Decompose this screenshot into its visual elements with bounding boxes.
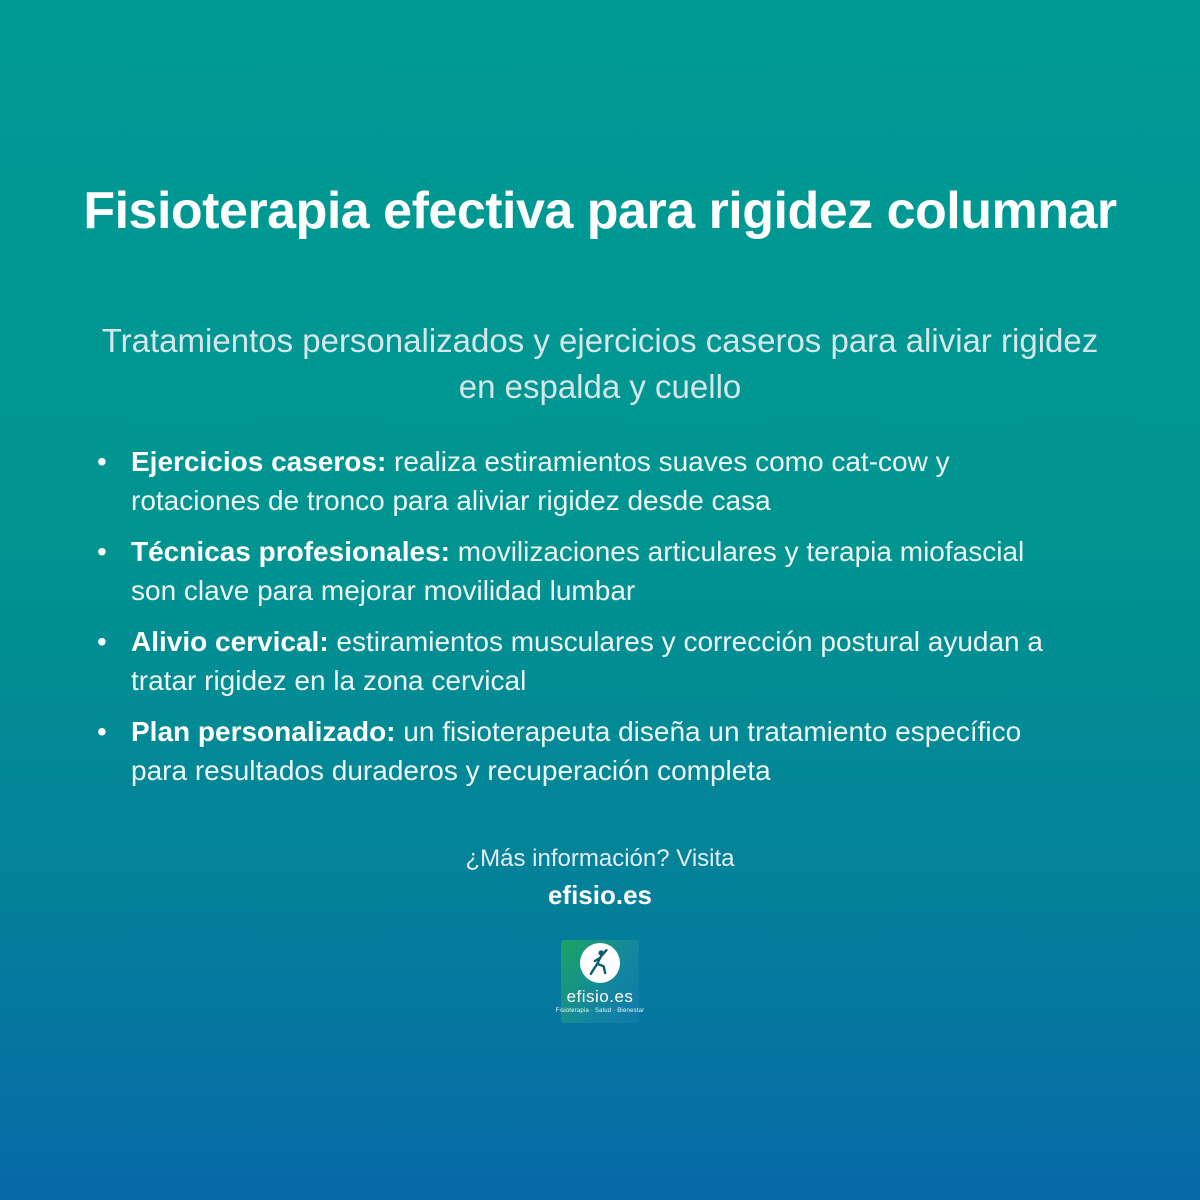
bullet-icon: • (97, 626, 107, 657)
bullet-text: un fisioterapeuta diseña un tratamiento específico para resultados duraderos y recuperación completa (131, 716, 1022, 786)
bullet-text: realiza estiramientos suaves como cat-cow y rotaciones de tronco para aliviar rigidez desde casa (131, 446, 950, 516)
logo-circle (580, 943, 620, 983)
bullet-icon: • (97, 536, 107, 567)
bullet-text: movilizaciones articulares y terapia miofascial son clave para mejorar movilidad lumbar (131, 536, 1025, 606)
list-item (95, 712, 1071, 790)
bullet-lead: Alivio cervical: (131, 626, 329, 657)
list-item (95, 532, 1071, 610)
bullet-list (95, 442, 1071, 790)
bullet-lead: Plan personalizado: (131, 716, 396, 747)
page-subtitle: Tratamientos personalizados y ejercicios caseros para aliviar rigidez en espalda y cuello (101, 322, 1099, 406)
list-item (95, 622, 1071, 700)
bullet-icon: • (97, 716, 107, 747)
cta-website: efisio.es (547, 879, 653, 910)
logo-name: efisio.es (566, 987, 634, 1006)
bullet-icon: • (97, 446, 107, 477)
page-title: Fisioterapia efectiva para rigidez columnar (83, 182, 1117, 240)
cta-question: ¿Más información? Visita (465, 845, 735, 872)
bullet-lead: Técnicas profesionales: (131, 536, 451, 567)
call-to-action (0, 845, 1200, 911)
stretching-person-icon (584, 947, 616, 979)
bullet-lead: Ejercicios caseros: (131, 446, 387, 477)
logo-tagline: Fisioterapia · Salud · Bienestar (555, 1008, 645, 1014)
bullet-text: estiramientos musculares y corrección postural ayudan a tratar rigidez en la zona cervical (131, 626, 1043, 696)
efisio-logo (555, 940, 645, 1023)
list-item (95, 442, 1071, 520)
